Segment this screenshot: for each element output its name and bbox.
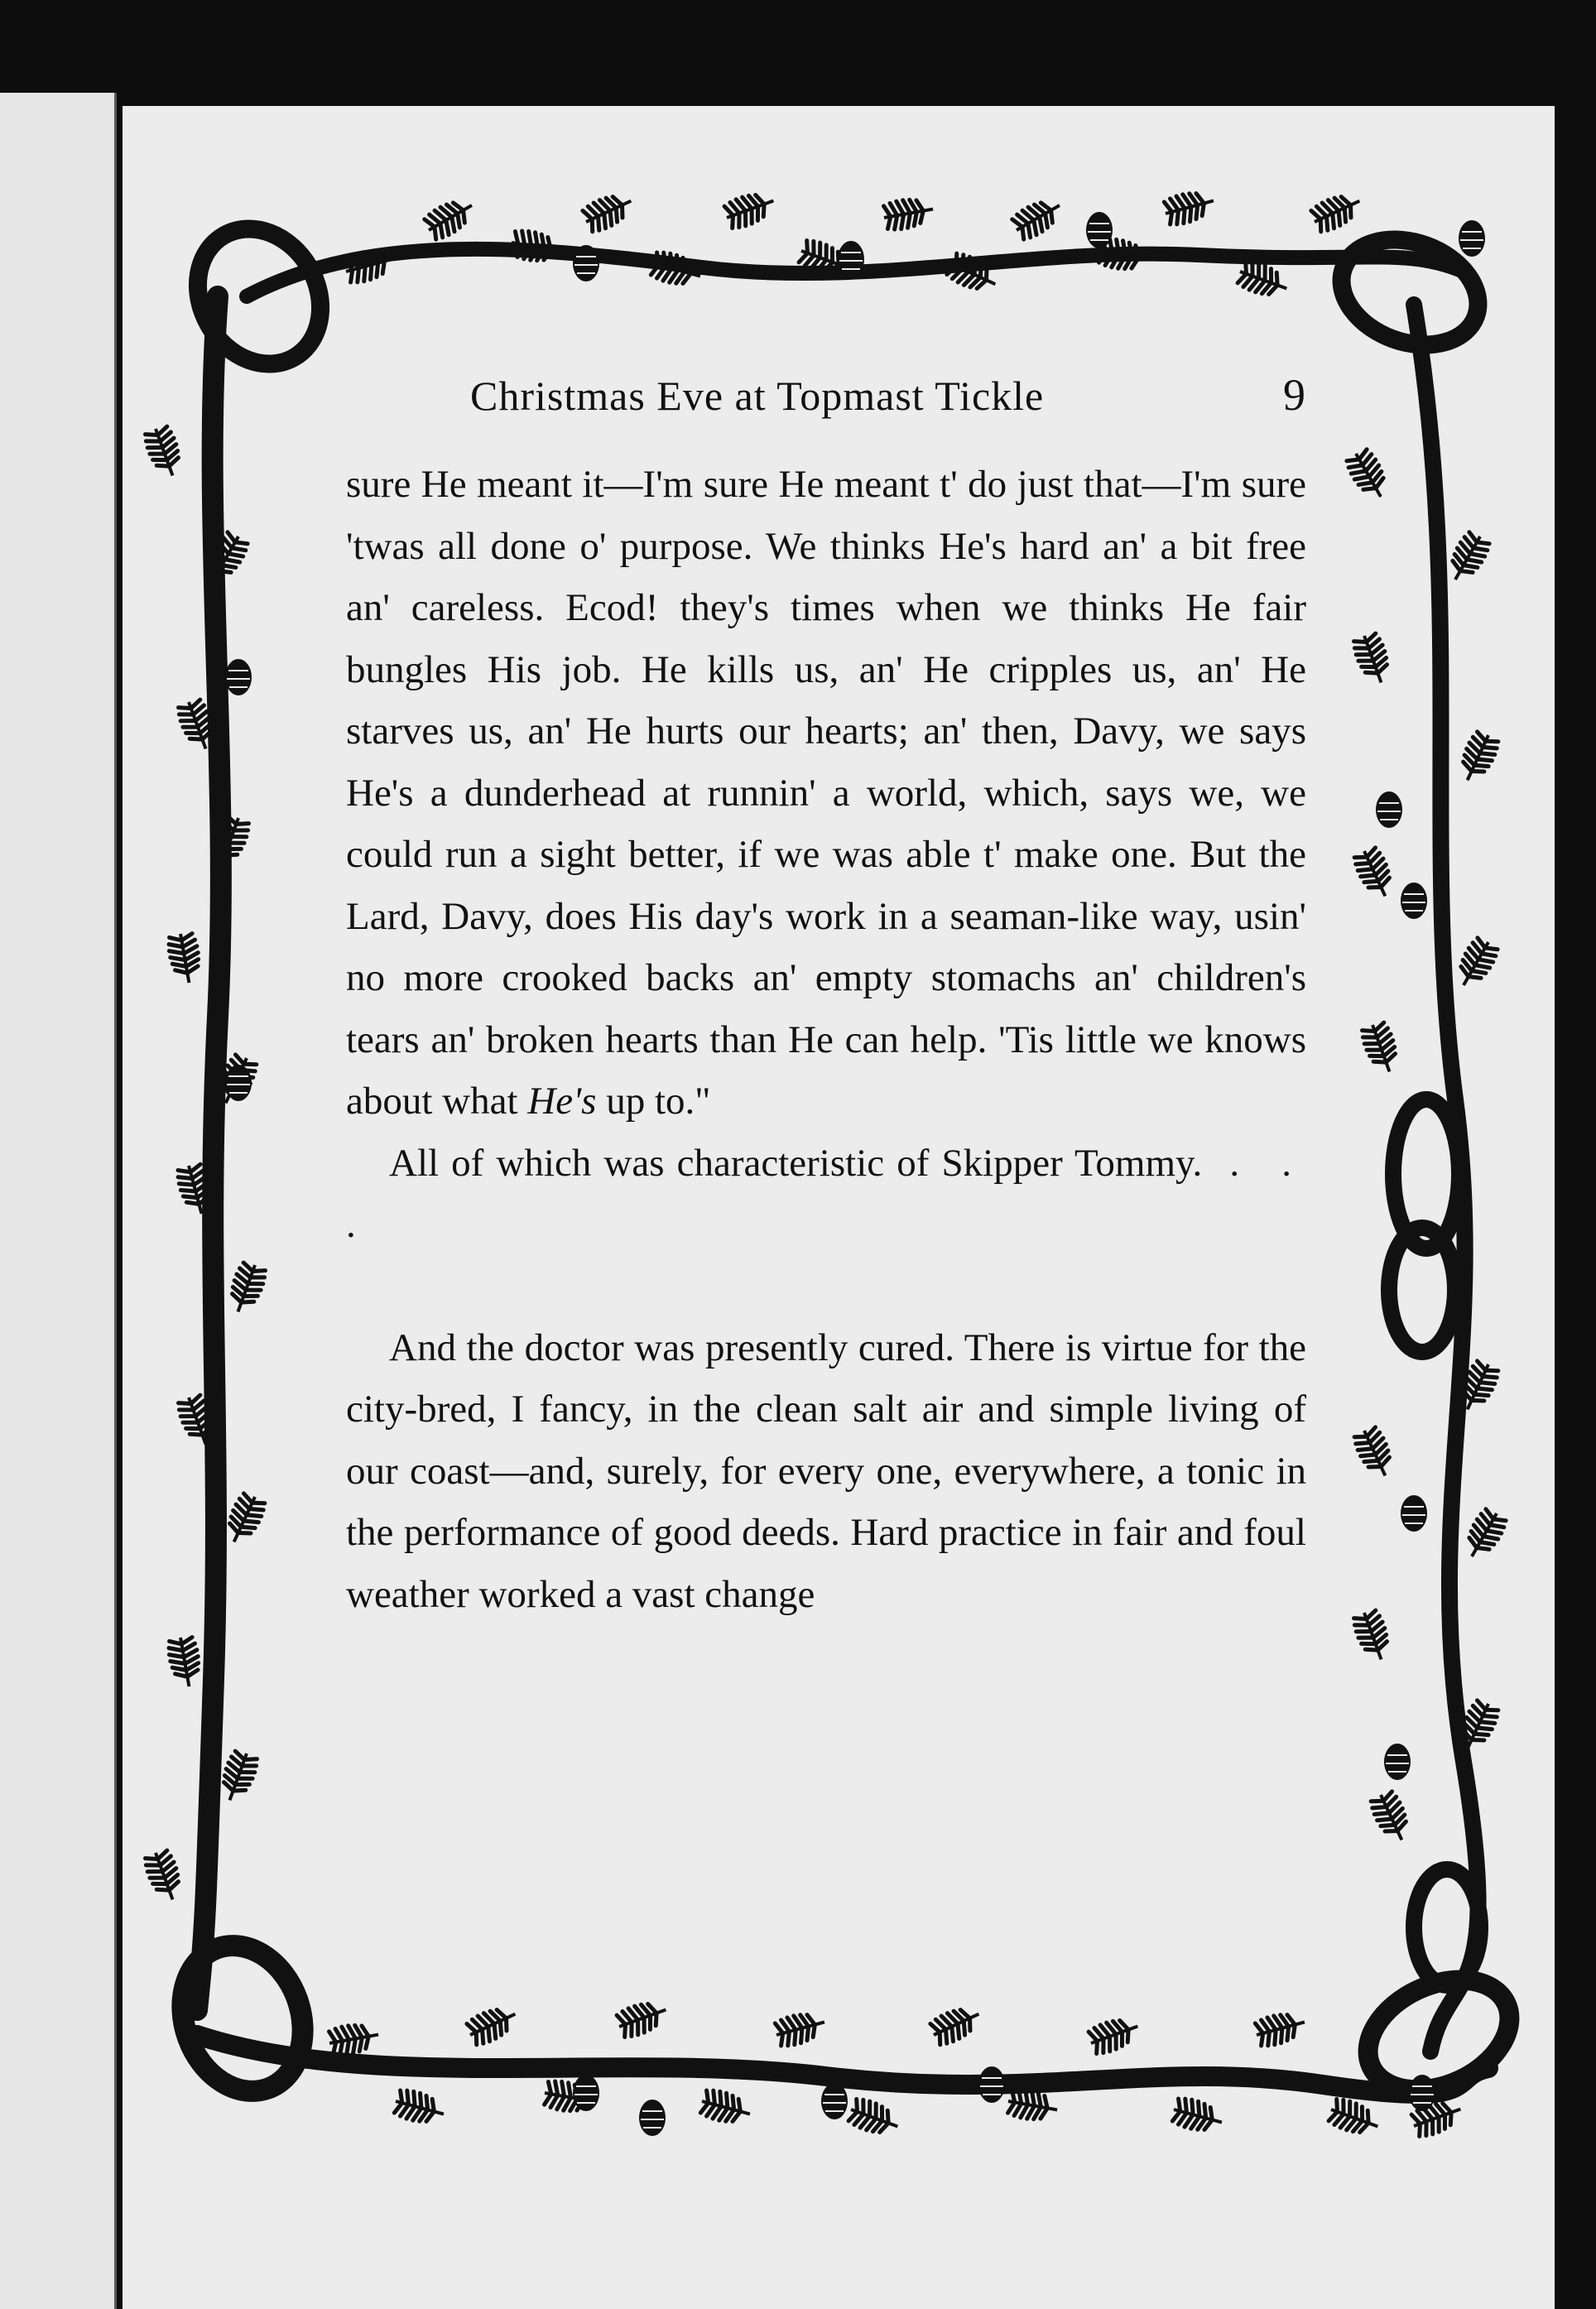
italic-word: He's bbox=[527, 1080, 597, 1123]
paragraph-new-section bbox=[346, 1317, 1306, 1626]
running-head-title: Christmas Eve at Topmast Tickle bbox=[470, 373, 1045, 419]
book-page bbox=[123, 106, 1555, 2309]
page-number: 9 bbox=[1283, 370, 1306, 420]
paragraph-dialogue bbox=[346, 454, 1306, 1133]
paragraph-new-section-text: And the doctor was presently cured. There is virtue for the city-bred, I fancy, in the clean salt air and simple living of our coast—and, surely, for every one, everywhere, a tonic in the performance of good deeds. Hard practice in fair and foul weather worked a vast change bbox=[346, 1325, 1306, 1616]
paragraph-narration-text: All of which was characteristic of Skipper Tommy. bbox=[389, 1141, 1203, 1185]
body-text bbox=[346, 454, 1306, 1625]
paragraph-dialogue-end: up to." bbox=[596, 1080, 711, 1123]
facing-page-edge bbox=[0, 93, 117, 2309]
paragraph-dialogue-text: sure He meant it—I'm sure He meant t' do just that—I'm sure 'twas all done o' purpose. We thinks He's hard an' a bit free an' careless. Ecod! they's times when we thinks He fair bungles His job. He kills us, an' He cripples us, an' He starves us, an' He hurts our hearts; an' then, Davy, we says He's a dunderhead at runnin' a world, which, says we, we could run a sight better, if we was able t' make one. But the Lard, Davy, does His day's work in a seaman-like way, usin' no more crooked backs an' empty stomachs an' children's tears an' broken hearts than He can help. 'Tis little we knows about what bbox=[346, 463, 1306, 1123]
running-head bbox=[470, 369, 1306, 421]
paragraph-narration bbox=[346, 1133, 1306, 1256]
section-ellipsis: . . . bbox=[346, 1141, 1306, 1246]
